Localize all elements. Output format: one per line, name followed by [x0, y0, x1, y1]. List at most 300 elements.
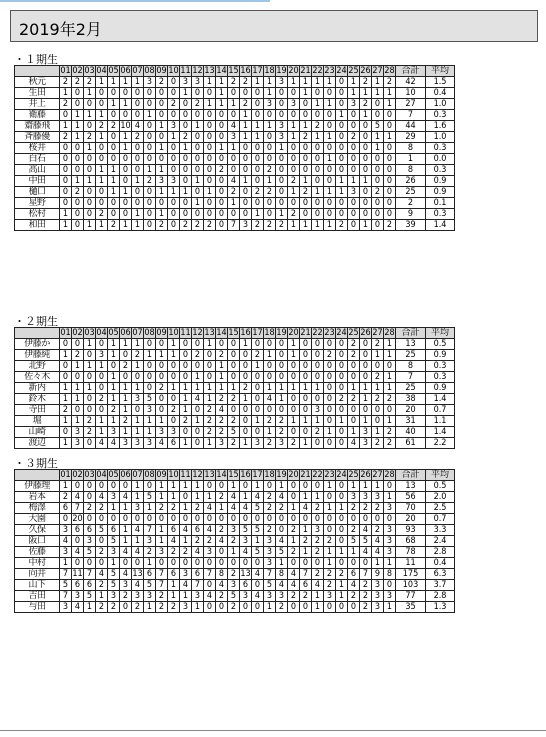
day-header: 04: [96, 328, 107, 338]
day-value: 4: [72, 492, 84, 503]
day-value: 0: [276, 154, 288, 165]
day-value: 0: [84, 209, 96, 220]
day-value: 2: [348, 394, 360, 405]
day-value: 0: [144, 154, 156, 165]
day-value: 0: [336, 350, 348, 361]
day-value: 0: [216, 110, 228, 121]
day-value: 2: [360, 503, 372, 514]
day-value: 1: [336, 110, 348, 121]
day-value: 2: [264, 416, 276, 427]
day-value: 0: [240, 88, 252, 99]
day-value: 0: [300, 350, 312, 361]
day-value: 1: [120, 187, 132, 198]
day-value: 0: [252, 514, 264, 525]
day-value: 1: [240, 121, 252, 132]
day-value: 0: [348, 372, 360, 383]
day-value: 0: [312, 514, 324, 525]
total-value: 25: [396, 350, 426, 361]
day-value: 1: [264, 350, 276, 361]
avg-value: 0.4: [426, 558, 455, 569]
member-name: 山崎: [15, 427, 60, 438]
day-value: 1: [96, 427, 108, 438]
day-header: 21: [300, 470, 311, 480]
day-value: 9: [372, 569, 384, 580]
day-value: 1: [120, 383, 132, 394]
day-value: 0: [372, 198, 384, 209]
day-value: 0: [264, 143, 276, 154]
day-value: 6: [168, 525, 180, 536]
day-value: 0: [144, 187, 156, 198]
day-value: 0: [72, 209, 84, 220]
day-value: 2: [252, 350, 264, 361]
day-value: 1: [192, 383, 204, 394]
day-value: 0: [336, 481, 348, 492]
day-value: 1: [96, 110, 108, 121]
avg-value: 0.5: [426, 481, 455, 492]
day-value: 0: [120, 165, 132, 176]
day-value: 0: [216, 154, 228, 165]
day-value: 2: [384, 77, 396, 88]
day-value: 1: [384, 132, 396, 143]
day-value: 1: [348, 88, 360, 99]
day-value: 4: [120, 547, 132, 558]
day-value: 1: [240, 492, 252, 503]
member-name: 吉田: [15, 591, 60, 602]
day-header: 27: [372, 66, 383, 76]
day-header: 12: [192, 66, 203, 76]
day-value: 0: [72, 198, 84, 209]
day-value: 0: [240, 198, 252, 209]
day-value: 0: [300, 481, 312, 492]
day-value: 4: [288, 580, 300, 591]
day-header: 14: [216, 66, 227, 76]
member-name: 伊藤理: [15, 481, 60, 492]
day-value: 2: [180, 132, 192, 143]
day-value: 3: [216, 438, 228, 449]
member-name: 白石: [15, 154, 60, 165]
day-value: 0: [276, 99, 288, 110]
day-value: 0: [336, 525, 348, 536]
day-value: 1: [360, 220, 372, 231]
day-value: 1: [216, 99, 228, 110]
day-header: 17: [252, 66, 263, 76]
day-value: 1: [204, 99, 216, 110]
day-value: 5: [84, 591, 96, 602]
day-value: 2: [300, 132, 312, 143]
day-value: 1: [372, 558, 384, 569]
day-value: 0: [252, 198, 264, 209]
member-name: 梅澤: [15, 503, 60, 514]
total-value: 38: [396, 394, 426, 405]
day-value: 4: [264, 394, 276, 405]
member-name: 桜井: [15, 143, 60, 154]
avg-value: 2.4: [426, 536, 455, 547]
table-row: [15, 503, 455, 514]
day-value: 2: [96, 602, 108, 613]
day-value: 3: [348, 187, 360, 198]
day-value: 2: [204, 427, 216, 438]
day-value: 0: [216, 602, 228, 613]
day-value: 1: [228, 198, 240, 209]
avg-header: 平均: [426, 470, 455, 481]
day-value: 2: [264, 165, 276, 176]
day-value: 0: [264, 481, 276, 492]
day-value: 0: [168, 394, 180, 405]
day-value: 0: [324, 110, 336, 121]
total-header: 合計: [396, 66, 426, 77]
day-value: 0: [288, 198, 300, 209]
day-value: 1: [348, 427, 360, 438]
day-value: 1: [240, 394, 252, 405]
day-value: 0: [384, 121, 396, 132]
day-header: 05: [108, 328, 119, 338]
day-value: 0: [228, 88, 240, 99]
day-value: 0: [348, 558, 360, 569]
day-value: 1: [288, 77, 300, 88]
day-value: 1: [276, 209, 288, 220]
member-name: 堀: [15, 416, 60, 427]
day-value: 0: [300, 154, 312, 165]
day-value: 4: [360, 547, 372, 558]
day-header: 20: [288, 470, 299, 480]
day-value: 1: [384, 350, 396, 361]
day-value: 1: [216, 361, 228, 372]
day-value: 0: [144, 99, 156, 110]
day-value: 0: [324, 525, 336, 536]
day-value: 0: [180, 165, 192, 176]
day-value: 0: [192, 558, 204, 569]
day-value: 0: [72, 88, 84, 99]
avg-value: 2.2: [426, 438, 455, 449]
day-value: 0: [132, 514, 144, 525]
day-value: 1: [300, 77, 312, 88]
member-name: 高山: [15, 165, 60, 176]
day-value: 1: [348, 481, 360, 492]
day-value: 1: [276, 143, 288, 154]
day-value: 3: [384, 547, 396, 558]
day-value: 0: [360, 154, 372, 165]
day-value: 0: [120, 88, 132, 99]
top-accent-line: [0, 0, 270, 2]
day-value: 1: [84, 339, 96, 350]
day-value: 3: [168, 176, 180, 187]
avg-header: 平均: [426, 328, 455, 339]
total-value: 8: [396, 361, 426, 372]
member-name: 中村: [15, 558, 60, 569]
day-value: 0: [180, 350, 192, 361]
day-value: 2: [192, 503, 204, 514]
day-value: 5: [276, 547, 288, 558]
day-value: 3: [72, 438, 84, 449]
table-row: [15, 416, 455, 427]
day-value: 2: [240, 99, 252, 110]
day-value: 1: [324, 547, 336, 558]
day-value: 3: [60, 547, 72, 558]
day-value: 4: [192, 547, 204, 558]
day-value: 3: [156, 176, 168, 187]
day-value: 0: [72, 165, 84, 176]
day-value: 6: [192, 525, 204, 536]
day-value: 1: [372, 143, 384, 154]
day-header: 20: [288, 66, 299, 76]
day-value: 0: [204, 165, 216, 176]
total-value: 70: [396, 503, 426, 514]
day-value: 1: [276, 481, 288, 492]
day-value: 1: [180, 503, 192, 514]
day-value: 0: [312, 394, 324, 405]
day-value: 0: [168, 154, 180, 165]
day-header: 15: [228, 470, 239, 480]
day-value: 0: [156, 88, 168, 99]
day-value: 2: [228, 187, 240, 198]
day-value: 0: [228, 514, 240, 525]
day-value: 1: [132, 361, 144, 372]
day-value: 1: [300, 492, 312, 503]
day-value: 1: [264, 121, 276, 132]
day-value: 1: [156, 350, 168, 361]
day-value: 0: [324, 121, 336, 132]
day-value: 0: [300, 143, 312, 154]
day-value: 1: [312, 416, 324, 427]
total-value: 39: [396, 220, 426, 231]
day-value: 1: [144, 558, 156, 569]
day-value: 1: [336, 503, 348, 514]
day-value: 2: [348, 339, 360, 350]
day-value: 0: [252, 427, 264, 438]
day-value: 2: [336, 394, 348, 405]
day-value: 0: [60, 427, 72, 438]
day-value: 0: [120, 481, 132, 492]
avg-value: 0.7: [426, 514, 455, 525]
day-value: 0: [84, 350, 96, 361]
day-value: 1: [228, 481, 240, 492]
table-row: [15, 154, 455, 165]
day-value: 7: [60, 569, 72, 580]
day-header: 01: [60, 470, 71, 480]
day-value: 1: [120, 536, 132, 547]
day-value: 0: [96, 383, 108, 394]
day-value: 0: [240, 165, 252, 176]
day-value: 1: [324, 154, 336, 165]
day-value: 4: [228, 121, 240, 132]
day-value: 0: [300, 602, 312, 613]
day-header: 10: [168, 328, 179, 338]
day-value: 0: [288, 481, 300, 492]
day-value: 0: [240, 427, 252, 438]
day-value: 2: [228, 416, 240, 427]
day-value: 2: [312, 547, 324, 558]
day-value: 1: [372, 427, 384, 438]
day-value: 0: [72, 143, 84, 154]
day-value: 1: [168, 481, 180, 492]
day-value: 0: [276, 372, 288, 383]
day-value: 2: [276, 220, 288, 231]
day-value: 6: [108, 525, 120, 536]
day-value: 0: [216, 481, 228, 492]
day-value: 1: [192, 416, 204, 427]
day-value: 4: [228, 503, 240, 514]
day-header: 08: [144, 470, 155, 480]
day-value: 1: [384, 492, 396, 503]
table-row: [15, 481, 455, 492]
table-row: [15, 580, 455, 591]
day-header: 15: [228, 66, 239, 76]
day-header: 12: [192, 328, 203, 338]
day-value: 4: [120, 569, 132, 580]
day-value: 0: [168, 198, 180, 209]
day-value: 0: [120, 198, 132, 209]
day-value: 4: [96, 438, 108, 449]
day-value: 3: [348, 492, 360, 503]
day-value: 0: [180, 209, 192, 220]
member-name: 渡辺: [15, 438, 60, 449]
day-value: 2: [324, 536, 336, 547]
day-value: 0: [120, 514, 132, 525]
day-value: 7: [204, 569, 216, 580]
day-value: 0: [372, 176, 384, 187]
day-value: 3: [240, 536, 252, 547]
day-value: 0: [348, 405, 360, 416]
day-value: 0: [96, 198, 108, 209]
day-value: 2: [324, 569, 336, 580]
day-value: 0: [372, 165, 384, 176]
day-value: 2: [372, 394, 384, 405]
day-value: 1: [312, 187, 324, 198]
day-value: 1: [180, 394, 192, 405]
day-value: 0: [384, 481, 396, 492]
total-value: 7: [396, 372, 426, 383]
day-value: 0: [108, 514, 120, 525]
day-value: 2: [132, 350, 144, 361]
day-value: 0: [312, 481, 324, 492]
day-value: 0: [168, 220, 180, 231]
day-value: 3: [240, 220, 252, 231]
day-value: 0: [336, 165, 348, 176]
day-value: 0: [384, 361, 396, 372]
table-row: [15, 143, 455, 154]
day-value: 0: [180, 121, 192, 132]
day-value: 5: [240, 525, 252, 536]
day-header: 14: [216, 328, 227, 338]
day-value: 0: [96, 405, 108, 416]
day-value: 1: [132, 536, 144, 547]
day-value: 0: [84, 514, 96, 525]
day-value: 1: [144, 602, 156, 613]
day-header: 11: [180, 470, 191, 480]
day-value: 1: [120, 339, 132, 350]
day-value: 1: [180, 187, 192, 198]
day-value: 0: [192, 405, 204, 416]
day-value: 3: [180, 569, 192, 580]
day-value: 2: [228, 602, 240, 613]
day-value: 1: [120, 503, 132, 514]
day-value: 0: [240, 405, 252, 416]
day-value: 2: [108, 602, 120, 613]
day-value: 0: [108, 361, 120, 372]
day-value: 0: [144, 514, 156, 525]
table-row: [15, 569, 455, 580]
day-value: 0: [288, 405, 300, 416]
day-value: 0: [276, 339, 288, 350]
day-value: 2: [156, 503, 168, 514]
day-value: 0: [384, 405, 396, 416]
day-value: 0: [264, 209, 276, 220]
day-value: 1: [156, 209, 168, 220]
day-value: 0: [168, 165, 180, 176]
day-value: 1: [312, 132, 324, 143]
day-value: 0: [288, 372, 300, 383]
day-value: 0: [372, 220, 384, 231]
day-value: 1: [384, 416, 396, 427]
day-value: 0: [264, 361, 276, 372]
day-header: 28: [384, 66, 395, 76]
day-value: 0: [312, 350, 324, 361]
day-value: 0: [240, 481, 252, 492]
day-value: 0: [348, 416, 360, 427]
day-value: 0: [252, 383, 264, 394]
day-value: 0: [324, 438, 336, 449]
day-value: 4: [96, 569, 108, 580]
day-value: 0: [276, 361, 288, 372]
day-value: 3: [204, 547, 216, 558]
day-value: 1: [60, 383, 72, 394]
avg-value: 0.9: [426, 187, 455, 198]
day-value: 1: [108, 339, 120, 350]
day-value: 6: [348, 569, 360, 580]
day-value: 2: [372, 438, 384, 449]
day-value: 0: [180, 339, 192, 350]
day-value: 3: [156, 427, 168, 438]
day-value: 0: [132, 88, 144, 99]
day-value: 1: [324, 220, 336, 231]
attendance-table: [14, 65, 455, 231]
day-value: 1: [336, 176, 348, 187]
day-value: 1: [324, 558, 336, 569]
day-value: 0: [276, 525, 288, 536]
table-row: [15, 492, 455, 503]
day-value: 0: [84, 558, 96, 569]
day-value: 1: [324, 77, 336, 88]
day-header: 23: [324, 66, 335, 76]
day-value: 0: [288, 602, 300, 613]
day-value: 2: [360, 99, 372, 110]
day-value: 0: [96, 481, 108, 492]
day-value: 6: [72, 580, 84, 591]
day-value: 1: [120, 77, 132, 88]
day-value: 8: [276, 569, 288, 580]
day-value: 0: [240, 372, 252, 383]
day-value: 1: [336, 416, 348, 427]
day-value: 0: [72, 405, 84, 416]
day-value: 1: [84, 602, 96, 613]
day-value: 0: [384, 176, 396, 187]
day-value: 4: [60, 536, 72, 547]
day-header: 07: [132, 470, 143, 480]
day-header: 05: [108, 66, 119, 76]
day-value: 3: [276, 438, 288, 449]
day-value: 1: [300, 525, 312, 536]
day-value: 3: [324, 591, 336, 602]
avg-value: 0.4: [426, 88, 455, 99]
day-value: 2: [312, 121, 324, 132]
day-value: 5: [96, 525, 108, 536]
avg-value: 1.0: [426, 99, 455, 110]
day-value: 1: [132, 383, 144, 394]
day-value: 1: [252, 132, 264, 143]
day-value: 1: [120, 220, 132, 231]
avg-value: 1.0: [426, 132, 455, 143]
day-value: 2: [84, 427, 96, 438]
